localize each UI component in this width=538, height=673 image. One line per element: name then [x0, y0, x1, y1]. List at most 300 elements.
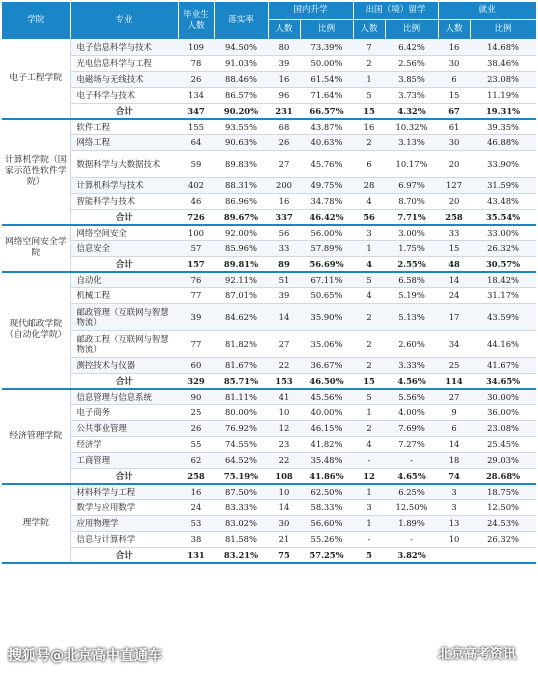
- table-cell: 3.00%: [385, 225, 438, 241]
- table-row: [2, 135, 536, 151]
- employment-table: [2, 2, 537, 564]
- table-cell: 5: [353, 272, 385, 288]
- table-cell: 33.90%: [470, 151, 536, 178]
- table-cell: 36.67%: [300, 358, 353, 374]
- table-cell: 14: [268, 304, 300, 331]
- table-cell: 2.56%: [385, 56, 438, 72]
- table-cell: 40.00%: [300, 405, 353, 421]
- table-cell: 91.03%: [214, 56, 268, 72]
- total-cell: 75: [268, 548, 300, 563]
- major-name: 公共事业管理: [70, 421, 178, 437]
- table-cell: 6.25%: [385, 484, 438, 500]
- table-cell: 90: [178, 389, 214, 405]
- table-cell: 3: [353, 225, 385, 241]
- table-row: [2, 405, 536, 421]
- table-cell: 27: [268, 151, 300, 178]
- table-cell: 12: [268, 421, 300, 437]
- table-cell: 50.65%: [300, 288, 353, 304]
- table-cell: 5.19%: [385, 288, 438, 304]
- table-cell: 16: [268, 194, 300, 210]
- table-cell: 44.16%: [470, 331, 536, 358]
- watermark-wechat-label: 北京高考资讯: [438, 647, 517, 662]
- table-cell: 33: [438, 225, 470, 241]
- table-cell: 1.75%: [385, 241, 438, 257]
- college-name: 计算机学院（国家示范性软件学院）: [2, 119, 70, 225]
- table-cell: 16: [353, 119, 385, 135]
- table-cell: 109: [178, 40, 214, 56]
- major-name: 邮政管理（互联网与智慧物流）: [70, 304, 178, 331]
- table-row: [2, 88, 536, 104]
- table-cell: 1: [353, 484, 385, 500]
- table-cell: 81.11%: [214, 389, 268, 405]
- table-cell: 3: [353, 500, 385, 516]
- total-cell: 46.42%: [300, 210, 353, 225]
- major-name: 数据科学与大数据技术: [70, 151, 178, 178]
- table-cell: 7: [353, 40, 385, 56]
- total-cell: 3.82%: [385, 548, 438, 563]
- table-cell: 41: [268, 389, 300, 405]
- table-cell: 83.02%: [214, 516, 268, 532]
- major-name: 计算机科学与技术: [70, 178, 178, 194]
- table-cell: 15: [438, 88, 470, 104]
- total-row: [2, 257, 536, 272]
- table-cell: 38.46%: [470, 56, 536, 72]
- table-cell: 94.50%: [214, 40, 268, 56]
- total-cell: 85.71%: [214, 374, 268, 389]
- table-cell: 87.50%: [214, 484, 268, 500]
- table-cell: 92.00%: [214, 225, 268, 241]
- table-cell: 46.88%: [470, 135, 536, 151]
- total-cell: [470, 548, 536, 563]
- table-cell: 6: [438, 72, 470, 88]
- total-cell: 74: [438, 469, 470, 484]
- table-cell: 20: [438, 151, 470, 178]
- table-row: [2, 516, 536, 532]
- header-college: 学院: [2, 2, 70, 40]
- table-cell: 39: [268, 56, 300, 72]
- table-cell: 12.50%: [470, 500, 536, 516]
- header-count: 人数: [353, 20, 385, 40]
- table-cell: 51: [268, 272, 300, 288]
- table-row: [2, 119, 536, 135]
- total-cell: 56.69%: [300, 257, 353, 272]
- table-row: [2, 437, 536, 453]
- table-cell: 73.39%: [300, 40, 353, 56]
- table-cell: 6.97%: [385, 178, 438, 194]
- total-cell: 34.65%: [470, 374, 536, 389]
- total-cell: 347: [178, 104, 214, 119]
- table-cell: 80.00%: [214, 405, 268, 421]
- total-cell: 48: [438, 257, 470, 272]
- total-row: [2, 104, 536, 119]
- total-cell: 67: [438, 104, 470, 119]
- major-name: 网络空间安全: [70, 225, 178, 241]
- table-cell: 10: [268, 484, 300, 500]
- total-label: 合计: [70, 257, 178, 272]
- table-cell: 30: [438, 135, 470, 151]
- table-row: [2, 241, 536, 257]
- major-name: 自动化: [70, 272, 178, 288]
- major-name: 数学与应用数学: [70, 500, 178, 516]
- table-cell: 5: [353, 389, 385, 405]
- table-cell: 93.55%: [214, 119, 268, 135]
- table-row: [2, 500, 536, 516]
- table-cell: 3.85%: [385, 72, 438, 88]
- table-row: [2, 272, 536, 288]
- table-row: [2, 151, 536, 178]
- table-row: [2, 56, 536, 72]
- table-cell: 88.46%: [214, 72, 268, 88]
- table-cell: 24: [178, 500, 214, 516]
- total-cell: 89.81%: [214, 257, 268, 272]
- table-cell: 62: [178, 453, 214, 469]
- major-name: 电子信息科学与技术: [70, 40, 178, 56]
- table-cell: 26: [178, 72, 214, 88]
- table-cell: 87.01%: [214, 288, 268, 304]
- table-cell: 2: [353, 304, 385, 331]
- total-cell: 157: [178, 257, 214, 272]
- table-cell: -: [385, 532, 438, 548]
- header-abroad: 出国（境）留学: [353, 2, 438, 20]
- table-cell: 5.13%: [385, 304, 438, 331]
- total-cell: 89.67%: [214, 210, 268, 225]
- major-name: 信息管理与信息系统: [70, 389, 178, 405]
- table-cell: 26: [178, 421, 214, 437]
- table-cell: 18.75%: [470, 484, 536, 500]
- total-cell: 5: [353, 548, 385, 563]
- table-cell: 56: [268, 225, 300, 241]
- table-cell: 45.76%: [300, 151, 353, 178]
- table-body: [2, 40, 536, 563]
- watermark-wechat: [420, 643, 516, 662]
- total-cell: 726: [178, 210, 214, 225]
- table-cell: 25.45%: [470, 437, 536, 453]
- table-cell: 10.17%: [385, 151, 438, 178]
- table-cell: 33: [268, 241, 300, 257]
- table-cell: 31.17%: [470, 288, 536, 304]
- total-label: 合计: [70, 469, 178, 484]
- table-row: [2, 304, 536, 331]
- table-row: [2, 421, 536, 437]
- table-cell: 76.92%: [214, 421, 268, 437]
- total-cell: 153: [268, 374, 300, 389]
- college-name: 现代邮政学院（自动化学院）: [2, 272, 70, 389]
- table-cell: 40.63%: [300, 135, 353, 151]
- major-name: 测控技术与仪器: [70, 358, 178, 374]
- table-cell: 402: [178, 178, 214, 194]
- table-row: [2, 225, 536, 241]
- table-cell: 4: [353, 437, 385, 453]
- table-cell: 24.53%: [470, 516, 536, 532]
- total-cell: 4: [353, 257, 385, 272]
- table-cell: 41.67%: [470, 358, 536, 374]
- table-cell: 83.33%: [214, 500, 268, 516]
- table-cell: 100: [178, 225, 214, 241]
- table-cell: 92.11%: [214, 272, 268, 288]
- table-cell: 80: [268, 40, 300, 56]
- total-cell: 15: [353, 374, 385, 389]
- table-cell: 77: [178, 331, 214, 358]
- watermark-sohu: 搜狐号@北京高中直通车: [8, 648, 162, 664]
- table-cell: 6: [438, 421, 470, 437]
- major-name: 经济学: [70, 437, 178, 453]
- table-cell: 3.13%: [385, 135, 438, 151]
- table-cell: 64.52%: [214, 453, 268, 469]
- major-name: 电磁场与无线技术: [70, 72, 178, 88]
- table-cell: 2: [353, 135, 385, 151]
- table-cell: 27: [268, 331, 300, 358]
- table-cell: 1: [353, 405, 385, 421]
- major-name: 光电信息科学与工程: [70, 56, 178, 72]
- table-row: [2, 484, 536, 500]
- total-cell: 35.54%: [470, 210, 536, 225]
- total-cell: 83.21%: [214, 548, 268, 563]
- total-cell: 4.56%: [385, 374, 438, 389]
- major-name: 工商管理: [70, 453, 178, 469]
- table-cell: 18: [438, 453, 470, 469]
- table-cell: 17: [438, 304, 470, 331]
- total-label: 合计: [70, 210, 178, 225]
- table-cell: 86.57%: [214, 88, 268, 104]
- total-cell: 329: [178, 374, 214, 389]
- table-cell: 22: [268, 358, 300, 374]
- table-cell: 7.69%: [385, 421, 438, 437]
- table-cell: 61: [438, 119, 470, 135]
- table-cell: 14: [438, 272, 470, 288]
- total-cell: 12: [353, 469, 385, 484]
- table-cell: 28: [353, 178, 385, 194]
- table-cell: 127: [438, 178, 470, 194]
- table-cell: 14: [438, 437, 470, 453]
- table-cell: 36.00%: [470, 405, 536, 421]
- table-cell: 14.68%: [470, 40, 536, 56]
- college-name: 电子工程学院: [2, 40, 70, 119]
- table-cell: 134: [178, 88, 214, 104]
- table-row: [2, 389, 536, 405]
- header-count: 人数: [268, 20, 300, 40]
- table-cell: 15: [438, 241, 470, 257]
- table-cell: 62.50%: [300, 484, 353, 500]
- table-cell: 58.33%: [300, 500, 353, 516]
- table-cell: 200: [268, 178, 300, 194]
- table-cell: -: [385, 453, 438, 469]
- table-cell: 34: [438, 331, 470, 358]
- total-cell: 30.57%: [470, 257, 536, 272]
- table-cell: 3.33%: [385, 358, 438, 374]
- major-name: 智能科学与技术: [70, 194, 178, 210]
- total-cell: 131: [178, 548, 214, 563]
- table-row: [2, 331, 536, 358]
- header-major: 专业: [70, 2, 178, 40]
- table-cell: 30: [438, 56, 470, 72]
- table-cell: 85.96%: [214, 241, 268, 257]
- table-cell: 2: [353, 56, 385, 72]
- table-cell: 23.08%: [470, 72, 536, 88]
- table-cell: 35.48%: [300, 453, 353, 469]
- table-cell: 27: [438, 389, 470, 405]
- table-cell: 5.56%: [385, 389, 438, 405]
- header-ratio: 比例: [300, 20, 353, 40]
- table-cell: 23.08%: [470, 421, 536, 437]
- table-cell: 86.96%: [214, 194, 268, 210]
- table-cell: 45.56%: [300, 389, 353, 405]
- table-cell: 1.89%: [385, 516, 438, 532]
- table-row: [2, 288, 536, 304]
- table-row: [2, 194, 536, 210]
- table-row: [2, 178, 536, 194]
- total-label: 合计: [70, 104, 178, 119]
- table-cell: 61.54%: [300, 72, 353, 88]
- table-cell: 35.06%: [300, 331, 353, 358]
- major-name: 应用物理学: [70, 516, 178, 532]
- total-cell: 41.86%: [300, 469, 353, 484]
- table-cell: 39.35%: [470, 119, 536, 135]
- table-cell: 38: [178, 532, 214, 548]
- table-cell: 43.87%: [300, 119, 353, 135]
- table-header: [2, 2, 536, 40]
- total-cell: 231: [268, 104, 300, 119]
- total-cell: 75.19%: [214, 469, 268, 484]
- major-name: 材料科学与工程: [70, 484, 178, 500]
- table-cell: 4.00%: [385, 405, 438, 421]
- major-name: 电子科学与技术: [70, 88, 178, 104]
- table-cell: 67.11%: [300, 272, 353, 288]
- table-cell: 12.50%: [385, 500, 438, 516]
- table-cell: 74.55%: [214, 437, 268, 453]
- total-cell: 66.57%: [300, 104, 353, 119]
- table-cell: 6.58%: [385, 272, 438, 288]
- table-cell: 10: [268, 405, 300, 421]
- table-cell: 9: [438, 405, 470, 421]
- table-cell: 55.26%: [300, 532, 353, 548]
- header-grads: 毕业生人数: [178, 2, 214, 40]
- table-cell: 24: [438, 288, 470, 304]
- table-cell: 57: [178, 241, 214, 257]
- table-cell: 31.59%: [470, 178, 536, 194]
- table-cell: 30: [268, 516, 300, 532]
- table-row: [2, 532, 536, 548]
- table-cell: 41.82%: [300, 437, 353, 453]
- wechat-icon: [420, 647, 434, 659]
- total-cell: 56: [353, 210, 385, 225]
- table-cell: 64: [178, 135, 214, 151]
- table-cell: 60: [178, 358, 214, 374]
- header-ratio: 比例: [470, 20, 536, 40]
- table-cell: 84.62%: [214, 304, 268, 331]
- total-cell: 57.25%: [300, 548, 353, 563]
- header-count: 人数: [438, 20, 470, 40]
- table-cell: 155: [178, 119, 214, 135]
- table-cell: 2: [353, 331, 385, 358]
- total-cell: 108: [268, 469, 300, 484]
- table-row: [2, 72, 536, 88]
- total-cell: 89: [268, 257, 300, 272]
- table-cell: 26.32%: [470, 241, 536, 257]
- table-cell: 59: [178, 151, 214, 178]
- table-cell: 6.42%: [385, 40, 438, 56]
- header-employ: 就业: [438, 2, 536, 20]
- table-cell: 43.59%: [470, 304, 536, 331]
- total-cell: 2.55%: [385, 257, 438, 272]
- college-name: 理学院: [2, 484, 70, 563]
- total-cell: 4.32%: [385, 104, 438, 119]
- total-cell: 258: [178, 469, 214, 484]
- table-cell: 3: [438, 500, 470, 516]
- college-name: 经济管理学院: [2, 389, 70, 484]
- table-cell: 53: [178, 516, 214, 532]
- major-name: 网络工程: [70, 135, 178, 151]
- table-cell: 21: [268, 532, 300, 548]
- table-row: [2, 358, 536, 374]
- table-cell: 35.90%: [300, 304, 353, 331]
- table-cell: 6: [353, 151, 385, 178]
- total-cell: 46.50%: [300, 374, 353, 389]
- major-name: 邮政工程（互联网与智慧物流）: [70, 331, 178, 358]
- table-cell: 1: [353, 241, 385, 257]
- table-cell: 29.03%: [470, 453, 536, 469]
- table-cell: 14: [268, 500, 300, 516]
- major-name: 软件工程: [70, 119, 178, 135]
- table-cell: 96: [268, 88, 300, 104]
- table-cell: 25: [178, 405, 214, 421]
- total-row: [2, 210, 536, 225]
- table-cell: 68: [268, 119, 300, 135]
- major-name: 机械工程: [70, 288, 178, 304]
- table-cell: 2: [353, 358, 385, 374]
- table-cell: 71.64%: [300, 88, 353, 104]
- table-cell: 90.63%: [214, 135, 268, 151]
- table-cell: 49.75%: [300, 178, 353, 194]
- total-row: [2, 548, 536, 563]
- table-cell: 18.42%: [470, 272, 536, 288]
- total-cell: 7.71%: [385, 210, 438, 225]
- table-cell: 81.67%: [214, 358, 268, 374]
- header-ratio: 比例: [385, 20, 438, 40]
- total-cell: [438, 548, 470, 563]
- table-cell: 76: [178, 272, 214, 288]
- table-cell: 55: [178, 437, 214, 453]
- total-cell: 15: [353, 104, 385, 119]
- total-cell: 4.65%: [385, 469, 438, 484]
- table-cell: 77: [178, 288, 214, 304]
- table-cell: 50.00%: [300, 56, 353, 72]
- table-cell: 30.00%: [470, 389, 536, 405]
- table-cell: 26.32%: [470, 532, 536, 548]
- total-cell: 90.20%: [214, 104, 268, 119]
- table-cell: 20: [438, 194, 470, 210]
- table-cell: -: [353, 453, 385, 469]
- table-cell: 2.60%: [385, 331, 438, 358]
- table-cell: 3.73%: [385, 88, 438, 104]
- table-cell: 78: [178, 56, 214, 72]
- table-cell: 33.00%: [470, 225, 536, 241]
- total-row: [2, 469, 536, 484]
- total-cell: 19.31%: [470, 104, 536, 119]
- table-cell: 2: [353, 421, 385, 437]
- table-cell: -: [353, 532, 385, 548]
- table-cell: 5: [353, 88, 385, 104]
- table-cell: 16: [438, 40, 470, 56]
- total-label: 合计: [70, 374, 178, 389]
- table-cell: 43.48%: [470, 194, 536, 210]
- major-name: 信息安全: [70, 241, 178, 257]
- table-cell: 81.82%: [214, 331, 268, 358]
- total-cell: 337: [268, 210, 300, 225]
- table-cell: 1: [353, 516, 385, 532]
- total-cell: 28.68%: [470, 469, 536, 484]
- table-cell: 23: [268, 437, 300, 453]
- header-domestic: 国内升学: [268, 2, 353, 20]
